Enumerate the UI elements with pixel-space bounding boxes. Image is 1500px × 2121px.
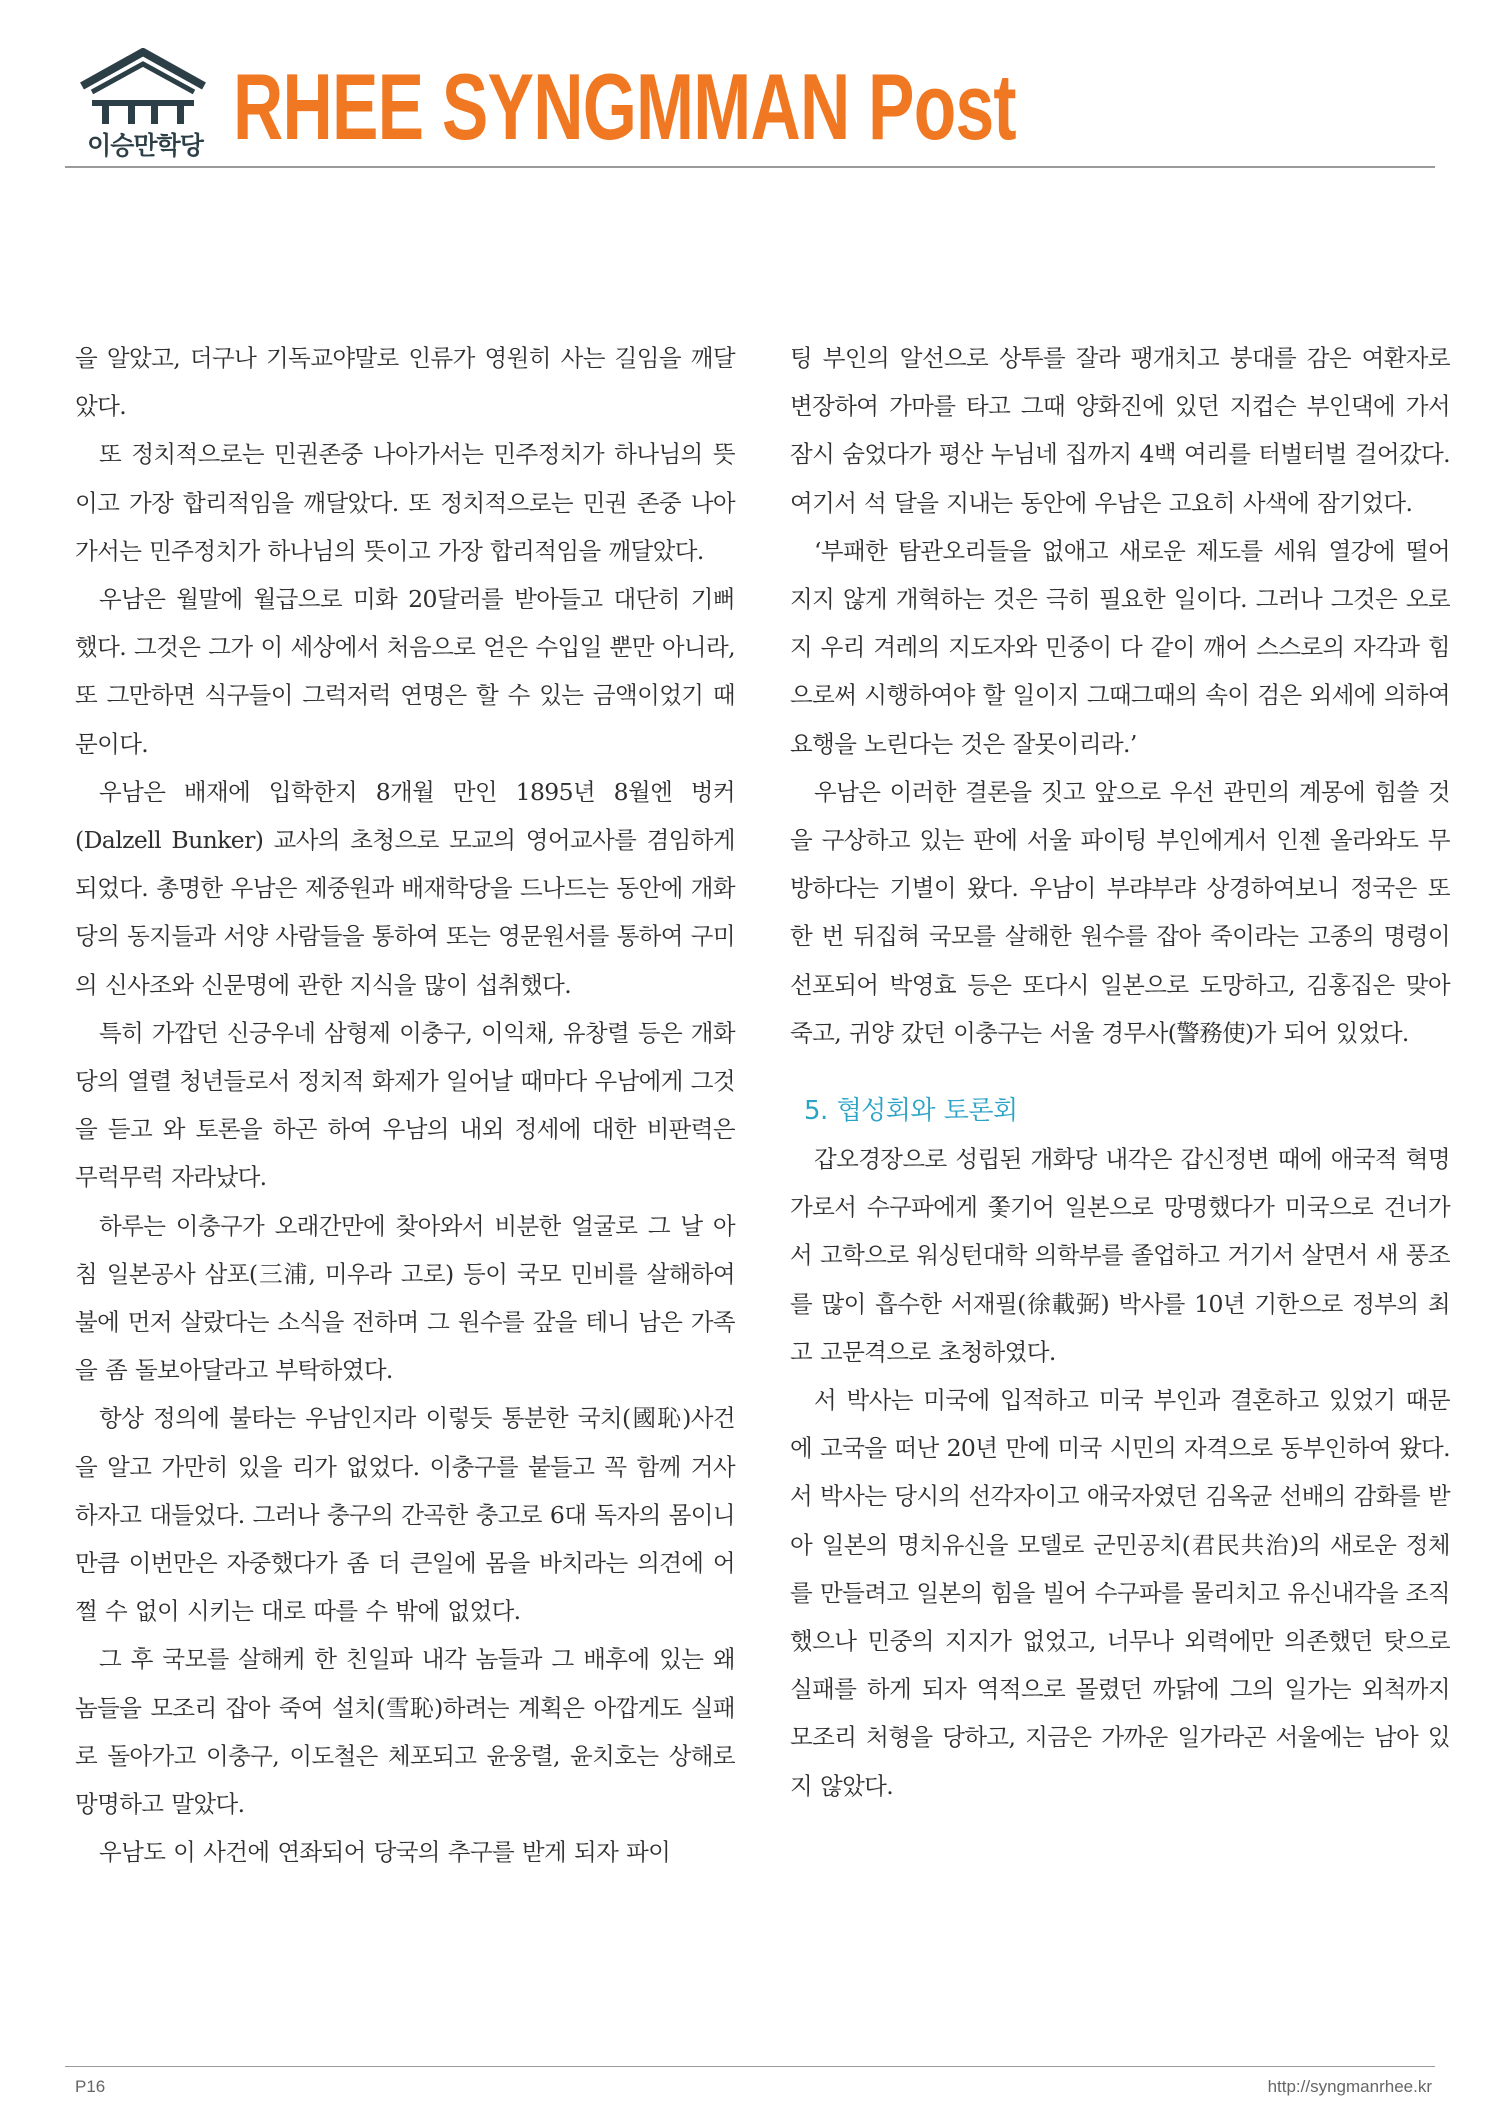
footer-divider: [65, 2066, 1435, 2067]
paragraph: 우남은 월말에 월급으로 미화 20달러를 받아들고 대단히 기뻐했다. 그것은 그가 이 세상에서 처음으로 얻은 수입일 뿐만 아니라, 또 그만하면 식구들이 그럭저럭 연명은 할 수 있는 금액이었기 때문이다.: [75, 585, 735, 758]
masthead: [65, 48, 1435, 168]
paragraph: 갑오경장으로 성립된 개화당 내각은 갑신정변 때에 애국적 혁명가로서 수구파에게 쫓기어 일본으로 망명했다가 미국으로 건너가서 고학으로 워싱턴대학 의학부를 졸업하고 거기서 살면서 새 풍조를 많이 흡수한 서재필(徐載弼) 박사를 10년 기한으로 정부의 최고 고문격으로 초청하였다.: [790, 1145, 1450, 1366]
page-number: P16: [75, 2077, 106, 2096]
paragraph: 우남은 배재에 입학한지 8개월 만인 1895년 8월엔 벙커(Dalzell Bunker) 교사의 초청으로 모교의 영어교사를 겸임하게 되었다. 총명한 우남은 제중원과 배재학당을 드나드는 동안에 개화당의 동지들과 서양 사람들을 통하여 또는 영문원서를 통하여 구미의 신사조와 신문명에 관한 지식을 많이 섭취했다.: [75, 777, 735, 999]
paragraph: 또 정치적으로는 민권존중 나아가서는 민주정치가 하나님의 뜻이고 가장 합리적임을 깨달았다. 또 정치적으로는 민권 존중 나아가서는 민주정치가 하나님의 뜻이고 가장 합리적임을 깨달았다.: [75, 440, 735, 565]
paragraph: 우남도 이 사건에 연좌되어 당국의 추구를 받게 되자 파이: [99, 1838, 671, 1867]
paragraph: 항상 정의에 불타는 우남인지라 이렇듯 통분한 국치(國恥)사건을 알고 가만히 있을 리가 없었다. 이충구를 붙들고 꼭 함께 거사하자고 대들었다. 그러나 충구의 간곡한 충고로 6대 독자의 몸이니만큼 이번만은 자중했다가 좀 더 큰일에 몸을 바치라는 의견에 어쩔 수 없이 시키는 대로 따를 수 밖에 없었다.: [75, 1404, 735, 1626]
paragraph: 을 알았고, 더구나 기독교야말로 인류가 영원히 사는 길임을 깨달았다.: [75, 344, 735, 421]
paragraph: 하루는 이충구가 오래간만에 찾아와서 비분한 얼굴로 그 날 아침 일본공사 삼포(三浦, 미우라 고로) 등이 국모 민비를 살해하여 불에 먼저 살랐다는 소식을 전하며 그 원수를 갚을 테니 남은 가족을 좀 돌보아달라고 부탁하였다.: [75, 1211, 735, 1385]
paragraph: 팅 부인의 알선으로 상투를 잘라 팽개치고 붕대를 감은 여환자로 변장하여 가마를 타고 그때 양화진에 있던 지컵슨 부인댁에 가서 잠시 숨었다가 평산 누님네 집까지 4백 여리를 터벌터벌 걸어갔다. 여기서 석 달을 지내는 동안에 우남은 고요히 사색에 잠기었다.: [790, 344, 1450, 517]
paragraph: ‘부패한 탐관오리들을 없애고 새로운 제도를 세워 열강에 떨어지지 않게 개혁하는 것은 극히 필요한 일이다. 그러나 그것은 오로지 우리 겨레의 지도자와 민중이 다 같이 깨어 스스로의 자각과 힘으로써 시행하여야 할 일이지 그때그때의 속이 검은 외세에 의하여 요행을 노린다는 것은 잘못이리라.’: [790, 536, 1450, 758]
paragraph: 서 박사는 미국에 입적하고 미국 부인과 결혼하고 있었기 때문에 고국을 떠난 20년 만에 미국 시민의 자격으로 동부인하여 왔다. 서 박사는 당시의 선각자이고 애국자였던 김옥균 선배의 감화를 받아 일본의 명치유신을 모델로 군민공치(君民共治)의 새로운 정체를 만들려고 일본의 힘을 빌어 수구파를 물리치고 유신내각을 조직했으나 민중의 지지가 없었고, 너무나 외력에만 의존했던 탓으로 실패를 하게 되자 역적으로 몰렸던 까닭에 그의 일가는 외척까지 모조리 처형을 당하고, 지금은 가까운 일가라곤 서울에는 남아 있지 않았다.: [790, 1386, 1450, 1800]
paragraph: 특히 가깝던 신긍우네 삼형제 이충구, 이익채, 유창렬 등은 개화당의 열렬 청년들로서 정치적 화제가 일어날 때마다 우남에게 그것을 듣고 와 토론을 하곤 하여 우남의 내외 정세에 대한 비판력은 무럭무럭 자라났다.: [75, 1018, 735, 1192]
footer-url: http://syngmanrhee.kr: [1267, 2077, 1432, 2096]
logo: [70, 48, 220, 163]
masthead-title: RHEE SYNGMMAN Post: [233, 54, 1016, 159]
header-divider: [65, 166, 1435, 168]
section-heading: 5. 협성회와 토론회: [804, 1096, 1018, 1127]
house-logo-icon: [78, 48, 208, 128]
left-column: [75, 334, 735, 1877]
paragraph: 그 후 국모를 살해케 한 친일파 내각 놈들과 그 배후에 있는 왜놈들을 모조리 잡아 죽여 설치(雪恥)하려는 계획은 아깝게도 실패로 돌아가고 이충구, 이도철은 체포되고 윤웅렬, 윤치호는 상해로 망명하고 말았다.: [75, 1645, 735, 1819]
paragraph: 우남은 이러한 결론을 짓고 앞으로 우선 관민의 계몽에 힘쓸 것을 구상하고 있는 판에 서울 파이팅 부인에게서 인젠 올라와도 무방하다는 기별이 왔다. 우남이 부랴부랴 상경하여보니 정국은 또 한 번 뒤집혀 국모를 살해한 원수를 잡아 죽이라는 고종의 명령이 선포되어 박영효 등은 또다시 일본으로 도망하고, 김홍집은 맞아 죽고, 귀양 갔던 이충구는 서울 경무사(警務使)가 되어 있었다.: [790, 777, 1450, 1047]
right-column: [790, 334, 1450, 1810]
logo-text: 이승만학당: [87, 131, 203, 160]
